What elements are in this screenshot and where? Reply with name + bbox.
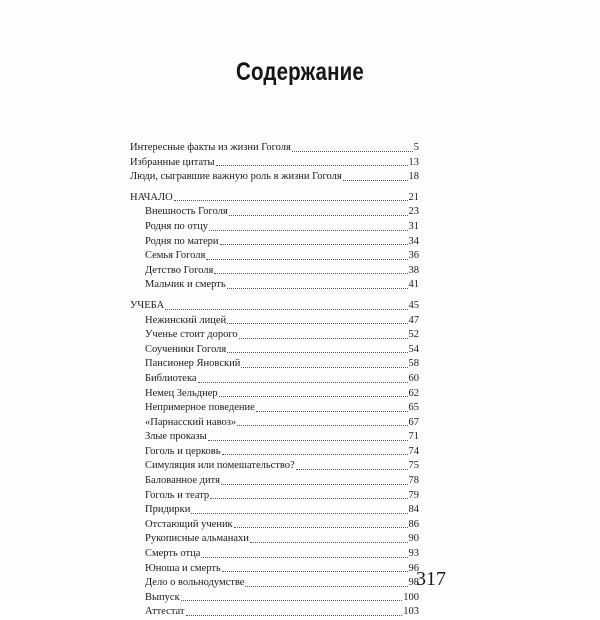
toc-subentry xyxy=(130,416,419,431)
toc-entry-title: Выпуск xyxy=(145,591,180,603)
dot-leader xyxy=(343,180,408,181)
toc-entry-page: 34 xyxy=(408,235,419,247)
toc-entry-page: 36 xyxy=(408,250,419,262)
toc-entry-title: Детство Гоголя xyxy=(145,264,214,276)
dot-leader xyxy=(227,323,407,324)
toc-entry-page: 5 xyxy=(413,142,419,153)
toc-entry-page: 71 xyxy=(408,431,419,443)
dot-leader xyxy=(222,454,408,455)
toc-entry-title: Симуляция или помешательство? xyxy=(145,460,295,472)
toc-group-ucheba xyxy=(130,299,419,620)
toc-subentry xyxy=(130,235,419,250)
toc-entry-page: 47 xyxy=(408,314,419,326)
page-number: 317 xyxy=(416,568,446,590)
dot-leader xyxy=(219,396,408,397)
toc-subentry xyxy=(130,445,419,460)
toc-entry-page: 38 xyxy=(408,264,419,276)
toc-entry-title: НАЧАЛО xyxy=(130,191,173,203)
dot-leader xyxy=(220,244,408,245)
dot-leader xyxy=(191,513,407,514)
toc-entry-title: Дело о вольнодумстве xyxy=(145,577,245,589)
toc-subentry xyxy=(130,205,419,220)
dot-leader xyxy=(209,230,407,231)
toc-entry-title: Внешность Гоголя xyxy=(145,206,228,218)
dot-leader xyxy=(222,571,408,572)
dot-leader xyxy=(181,600,403,601)
toc-entry-page: 45 xyxy=(408,299,419,311)
dot-leader xyxy=(216,165,408,166)
toc-entry-page: 93 xyxy=(408,548,419,560)
dot-leader xyxy=(296,469,408,470)
toc-entry-page: 60 xyxy=(408,372,419,384)
toc-entry-page: 75 xyxy=(408,460,419,472)
toc-entry-page: 65 xyxy=(408,402,419,414)
toc-entry-page: 74 xyxy=(408,445,419,457)
toc-subentry xyxy=(130,278,419,293)
toc-group-nachalo xyxy=(130,191,419,293)
toc-subentry xyxy=(130,220,419,235)
toc-subentry xyxy=(130,387,419,402)
dot-leader xyxy=(241,367,407,368)
toc-entry-page: 90 xyxy=(408,533,419,545)
toc-entry-page: 62 xyxy=(408,387,419,399)
dot-leader xyxy=(206,259,407,260)
toc-subentry xyxy=(130,264,419,279)
toc-subentry xyxy=(130,562,419,577)
toc-entry-title: Гоголь и театр xyxy=(145,489,210,501)
toc-entry-title: Мальчик и смерть xyxy=(145,279,226,291)
dot-leader xyxy=(221,484,408,485)
toc-entry-title: Пансионер Яновский xyxy=(145,358,241,370)
dot-leader xyxy=(227,288,408,289)
toc-entry-title: Родня по матери xyxy=(145,235,219,247)
toc-entry-title: Отстающий ученик xyxy=(145,518,233,530)
toc-subentry xyxy=(130,605,419,620)
toc-entry-page: 103 xyxy=(403,606,419,618)
toc-entry-page: 100 xyxy=(403,591,419,603)
toc-subentry xyxy=(130,503,419,518)
toc-entry-page: 18 xyxy=(408,171,419,183)
dot-leader xyxy=(234,527,408,528)
toc-entry-page: 41 xyxy=(408,279,419,291)
toc-entry-page: 23 xyxy=(408,206,419,218)
toc-entry-title: Злые проказы xyxy=(145,431,207,443)
toc-entry-page: 98 xyxy=(408,577,419,589)
dot-leader xyxy=(186,615,403,616)
toc-entry-title: Гоголь и церковь xyxy=(145,445,221,457)
dot-leader xyxy=(229,215,408,216)
toc-subentry xyxy=(130,547,419,562)
toc-entry-title: УЧЕБА xyxy=(130,299,165,311)
toc-entry-title: Рукописные альманахи xyxy=(145,533,249,545)
dot-leader xyxy=(256,411,408,412)
toc-entry-page: 67 xyxy=(408,416,419,428)
dot-leader xyxy=(239,338,408,339)
toc-subentry xyxy=(130,314,419,329)
toc-entry-page: 86 xyxy=(408,518,419,530)
toc-entry-title: Ученье стоит дорого xyxy=(145,329,238,341)
toc-subentry xyxy=(130,532,419,547)
toc-entry-page: 78 xyxy=(408,475,419,487)
toc-entry-page: 54 xyxy=(408,343,419,355)
toc-entry-title: Непримерное поведение xyxy=(145,402,255,414)
toc-entry-title: Избранные цитаты xyxy=(130,156,215,168)
toc-entry-page: 58 xyxy=(408,358,419,370)
toc-entry-title: Семья Гоголя xyxy=(145,250,206,262)
toc-entry xyxy=(130,141,419,156)
dot-leader xyxy=(210,498,407,499)
toc-entry-page: 21 xyxy=(408,191,419,203)
dot-leader xyxy=(214,273,407,274)
toc-subentry xyxy=(130,357,419,372)
dot-leader xyxy=(208,440,408,441)
page-title: Содержание xyxy=(236,58,364,86)
toc-subentry xyxy=(130,459,419,474)
toc-subentry xyxy=(130,591,419,606)
toc-entry-title: «Парнасский навоз» xyxy=(145,416,237,428)
toc-entry-page: 79 xyxy=(408,489,419,501)
toc-entry-title: Придирки xyxy=(145,504,191,516)
toc-entry-page: 13 xyxy=(408,156,419,168)
toc-subentry xyxy=(130,343,419,358)
toc-entry-page: 84 xyxy=(408,504,419,516)
toc-entry-title: Смерть отца xyxy=(145,548,201,560)
toc-entry xyxy=(130,299,419,314)
toc-entry-title: Аттестат xyxy=(145,606,185,618)
toc-entry-title: Люди, сыгравшие важную роль в жизни Гоголя xyxy=(130,171,342,183)
toc-subentry xyxy=(130,328,419,343)
table-of-contents xyxy=(130,141,419,620)
toc-subentry xyxy=(130,518,419,533)
toc-subentry xyxy=(130,430,419,445)
toc-entry xyxy=(130,156,419,171)
toc-subentry xyxy=(130,401,419,416)
toc-entry-title: Интересные факты из жизни Гоголя xyxy=(130,142,291,153)
toc-subentry xyxy=(130,474,419,489)
toc-entry-title: Юноша и смерть xyxy=(145,562,221,574)
toc-entry-title: Соученики Гоголя xyxy=(145,343,227,355)
toc-entry-title: Родня по отцу xyxy=(145,220,209,232)
toc-entry xyxy=(130,170,419,185)
toc-entry-page: 52 xyxy=(408,329,419,341)
toc-group-front xyxy=(130,141,419,185)
dot-leader xyxy=(250,542,408,543)
toc-subentry xyxy=(130,489,419,504)
dot-leader xyxy=(292,151,413,152)
toc-entry xyxy=(130,191,419,206)
toc-entry-page: 96 xyxy=(408,562,419,574)
dot-leader xyxy=(227,352,407,353)
toc-subentry xyxy=(130,576,419,591)
dot-leader xyxy=(198,382,408,383)
toc-entry-page: 31 xyxy=(408,220,419,232)
dot-leader xyxy=(165,309,407,310)
toc-entry-title: Немец Зельднер xyxy=(145,387,218,399)
dot-leader xyxy=(237,425,407,426)
dot-leader xyxy=(201,557,407,558)
dot-leader xyxy=(245,586,407,587)
toc-entry-title: Библиотека xyxy=(145,372,197,384)
toc-entry-title: Балованное дитя xyxy=(145,475,220,487)
dot-leader xyxy=(174,200,408,201)
toc-subentry xyxy=(130,249,419,264)
toc-entry-title: Нежинский лицей xyxy=(145,314,227,326)
toc-subentry xyxy=(130,372,419,387)
